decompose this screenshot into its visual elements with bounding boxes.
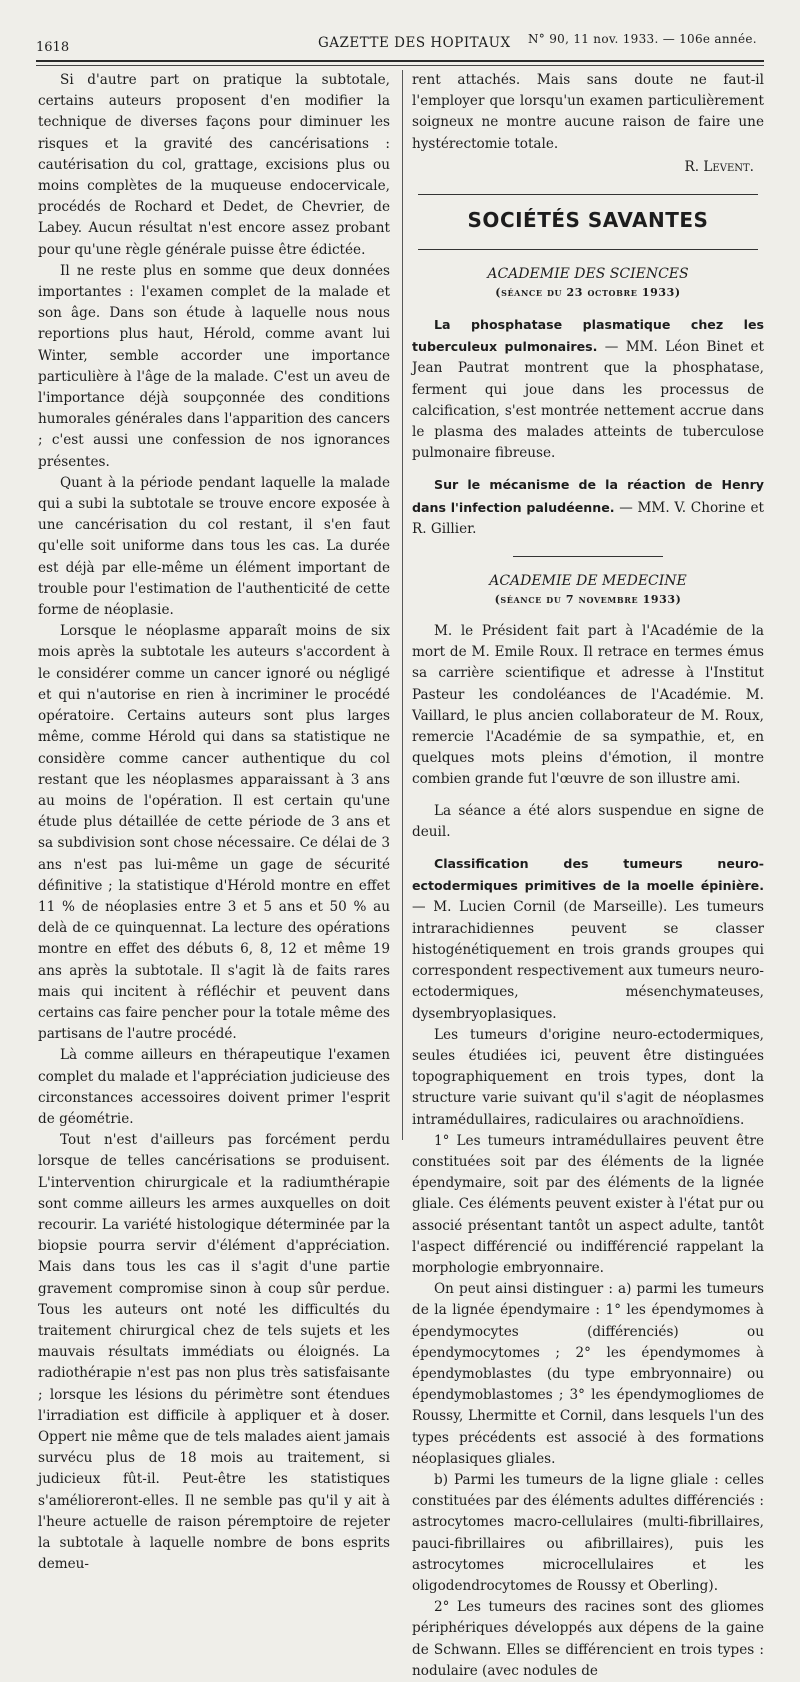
header-rule	[36, 60, 764, 62]
section-rule	[418, 249, 758, 250]
paragraph: Lorsque le néoplasme apparaît moins de six mois après la subtotale les auteurs s'accordent à le considérer comme un cancer ignoré ou négligé et qui n'autorise en rien à incriminer le procédé opératoire. Certains auteurs sont plus larges même, comme Hérold qui dans sa statistique ne considère comme cancer authentique du col restant que les néoplasmes apparaissant à 3 ans au moins de l'opération. Il est certain qu'une étude plus détaillée de cette période de 3 ans et sa subdivision sont chose nécessaire. Ce délai de 3 ans n'est pas lui-même un gage de sécurité définitive ; la statistique d'Hérold montre en effet 11 % de néoplasies entre 3 et 5 ans et 50 % au delà de ce quinquennat. La lecture des opérations montre en effet des débuts 6, 8, 12 et même 19 ans après la subtotale. Il s'agit là de faits rares mais qui incitent à réfléchir et peuvent dans certains cas faire pencher pour la totale même des partisans de l'autre procédé.	[38, 623, 390, 1043]
paragraph-continuation: rent attachés. Mais sans doute ne faut-il l'employer que lorsqu'un examen particulièrement soigneux ne montre aucune raison de faire une hystérectomie totale.	[412, 72, 764, 152]
page-number: 1618	[36, 40, 70, 55]
issue-info: N° 90, 11 nov. 1933. — 106e année.	[528, 32, 757, 46]
journal-title: GAZETTE DES HOPITAUX	[318, 35, 511, 51]
page-header	[0, 0, 800, 62]
header-rule-thin	[36, 65, 764, 66]
paragraph: M. le Président fait part à l'Académie de la mort de M. Emile Roux. Il retrace en termes émus sa carrière scientifique et adresse à l'Institut Pasteur les condoléances de l'Académie. M. Vaillard, le plus ancien collaborateur de M. Roux, remercie l'Académie de sa sympathie, et, en quelques mots pleins d'émotion, il montre combien grande fut l'œuvre de son illustre ami.	[412, 623, 764, 788]
section-heading: SOCIÉTÉS SAVANTES	[467, 208, 709, 233]
seance-date: (séance du 23 octobre 1933)	[495, 286, 681, 300]
paragraph: Si d'autre part on pratique la subtotale, certains auteurs proposent d'en modifier la technique de diverses façons pour diminuer les risques et la gravité des cancérisations : cautérisation du col, grattage, excisions plus ou moins complètes de la muqueuse endocervicale, procédés de Rochard et Dedet, de Chevrier, de Labey. Aucun résultat n'est encore assez probant pour qu'une règle générale puisse être édictée.	[38, 72, 390, 258]
author-signature: R. Levent.	[684, 158, 754, 175]
paragraph: On peut ainsi distinguer : a) parmi les tumeurs de la lignée épendymaire : 1° les épendymomes à épendymocytes (différenciés) ou épendymocytomes ; 2° les épendymomes à épendymoblastes (du type embryonnaire) ou épendymoblastomes ; 3° les épendymogliomes de Roussy, Lhermitte et Cornil, dans lesquels l'un des types précédents est associé à des formations néoplasiques gliales.	[412, 1281, 764, 1467]
paragraph: Les tumeurs d'origine neuro-ectodermiques, seules étudiées ici, peuvent être distinguées topographiquement en trois types, dont la structure varie suivant qu'il s'agit de néoplasmes intramédullaires, radiculaires ou arachnoïdiens.	[412, 1026, 764, 1128]
communication-title: Classification des tumeurs neuro-ectodermiques primitives de la moelle épinière.	[412, 856, 764, 894]
communication-title: Sur le mécanisme de la réaction de Henry dans l'infection paludéenne.	[412, 477, 764, 515]
academie-sciences-title: ACADEMIE DES SCIENCES	[487, 266, 689, 283]
academie-medecine-title: ACADEMIE DE MEDECINE	[489, 573, 687, 590]
paragraph: Quant à la période pendant laquelle la malade qui a subi la subtotale se trouve encore exposée à une cancérisation du col restant, il s'en faut qu'elle soit uniforme dans tous les cas. La durée est déjà par elle-même un élément important de trouble pour l'estimation de l'authenticité de cette forme de néoplasie.	[38, 474, 390, 619]
right-column	[412, 70, 764, 1682]
communication	[412, 474, 764, 540]
paragraph: Tout n'est d'ailleurs pas forcément perdu lorsque de telles cancérisations se produisent. L'intervention chirurgicale et la radiumthérapie sont comme ailleurs les armes auxquelles on doit recourir. La variété histologique déterminée par la biopsie pourra servir d'élément d'appréciation. Mais dans tous les cas il s'agit d'une partie gravement compromise sinon à coup sûr perdue. Tous les auteurs ont noté les difficultés du traitement chirurgical chez de tels sujets et les mauvais résultats immédiats ou éloignés. La radiothérapie n'est pas non plus très satisfaisante ; lorsque les lésions du périmètre sont étendues l'irradiation est difficile à appliquer et à doser. Oppert nie même que de tels malades aient jamais survécu plus de 18 mois au traitement, si judicieux fût-il. Peut-être les statistiques s'amélioreront-elles. Il ne semble pas qu'il y ait à l'heure actuelle de raison péremptoire de rejeter la subtotale à laquelle nombre de bons esprits demeu-	[38, 1132, 390, 1573]
column-divider	[402, 70, 403, 1140]
paragraph: b) Parmi les tumeurs de la ligne gliale : celles constituées par des éléments adultes différenciés : astrocytomes macro-cellulaires (multi-fibrillaires, pauci-fibrillaires ou afibrillaires), puis les astrocytomes microcellulaires et les oligodendrocytomes de Roussy et Oberling).	[412, 1471, 764, 1594]
communication	[412, 853, 764, 1025]
paragraph: Il ne reste plus en somme que deux données importantes : l'examen complet de la malade et son âge. Dans son étude à laquelle nous nous reportions plus haut, Hérold, comme avant lui Winter, semble accorder une importance particulière à l'âge de la malade. C'est un aveu de l'importance déjà soupçonnée des conditions humorales générales dans l'apparition des cancers ; c'est aussi une confession de nos ignorances présentes.	[38, 262, 390, 470]
paragraph: Là comme ailleurs en thérapeutique l'examen complet du malade et l'appréciation judicieuse des circonstances accessoires doivent primer l'esprit de géométrie.	[38, 1047, 390, 1127]
section-rule	[418, 194, 758, 195]
communication-body: — M. Lucien Cornil (de Marseille). Les tumeurs intrarachidiennes peuvent se classer histogénétiquement en trois grands groupes qui correspondent respectivement aux tumeurs neuro-ectodermiques, mésenchymateuses, dysembryoplasiques.	[412, 899, 764, 1022]
communication-title: La phosphatase plasmatique chez les tuberculeux pulmonaires.	[412, 317, 764, 355]
seance-date: (séance du 7 novembre 1933)	[494, 593, 682, 607]
paragraph: 2° Les tumeurs des racines sont des gliomes périphériques développés aux dépens de la gaine de Schwann. Elles se différencient en trois types : nodulaire (avec nodules de	[412, 1599, 764, 1679]
paragraph: La séance a été alors suspendue en signe de deuil.	[412, 802, 764, 840]
paragraph: 1° Les tumeurs intramédullaires peuvent être constituées soit par des éléments de la lignée épendymaire, soit par des éléments de la lignée gliale. Ces éléments peuvent exister à l'état pur ou associé présentant tantôt un aspect adulte, tantôt l'aspect différencié ou indifférencié rappelant la morphologie embryonnaire.	[412, 1132, 764, 1276]
communication-body: — MM. Léon Binet et Jean Pautrat montrent que la phosphatase, ferment qui joue dans les processus de calcification, s'est montrée nettement accrue dans le plasma des malades atteints de tuberculose pulmonaire fibreuse.	[412, 339, 764, 462]
communication	[412, 314, 764, 464]
communication-body: — MM. V. Chorine et R. Gillier.	[412, 499, 764, 537]
section-rule	[513, 556, 663, 557]
left-column	[38, 70, 390, 1575]
